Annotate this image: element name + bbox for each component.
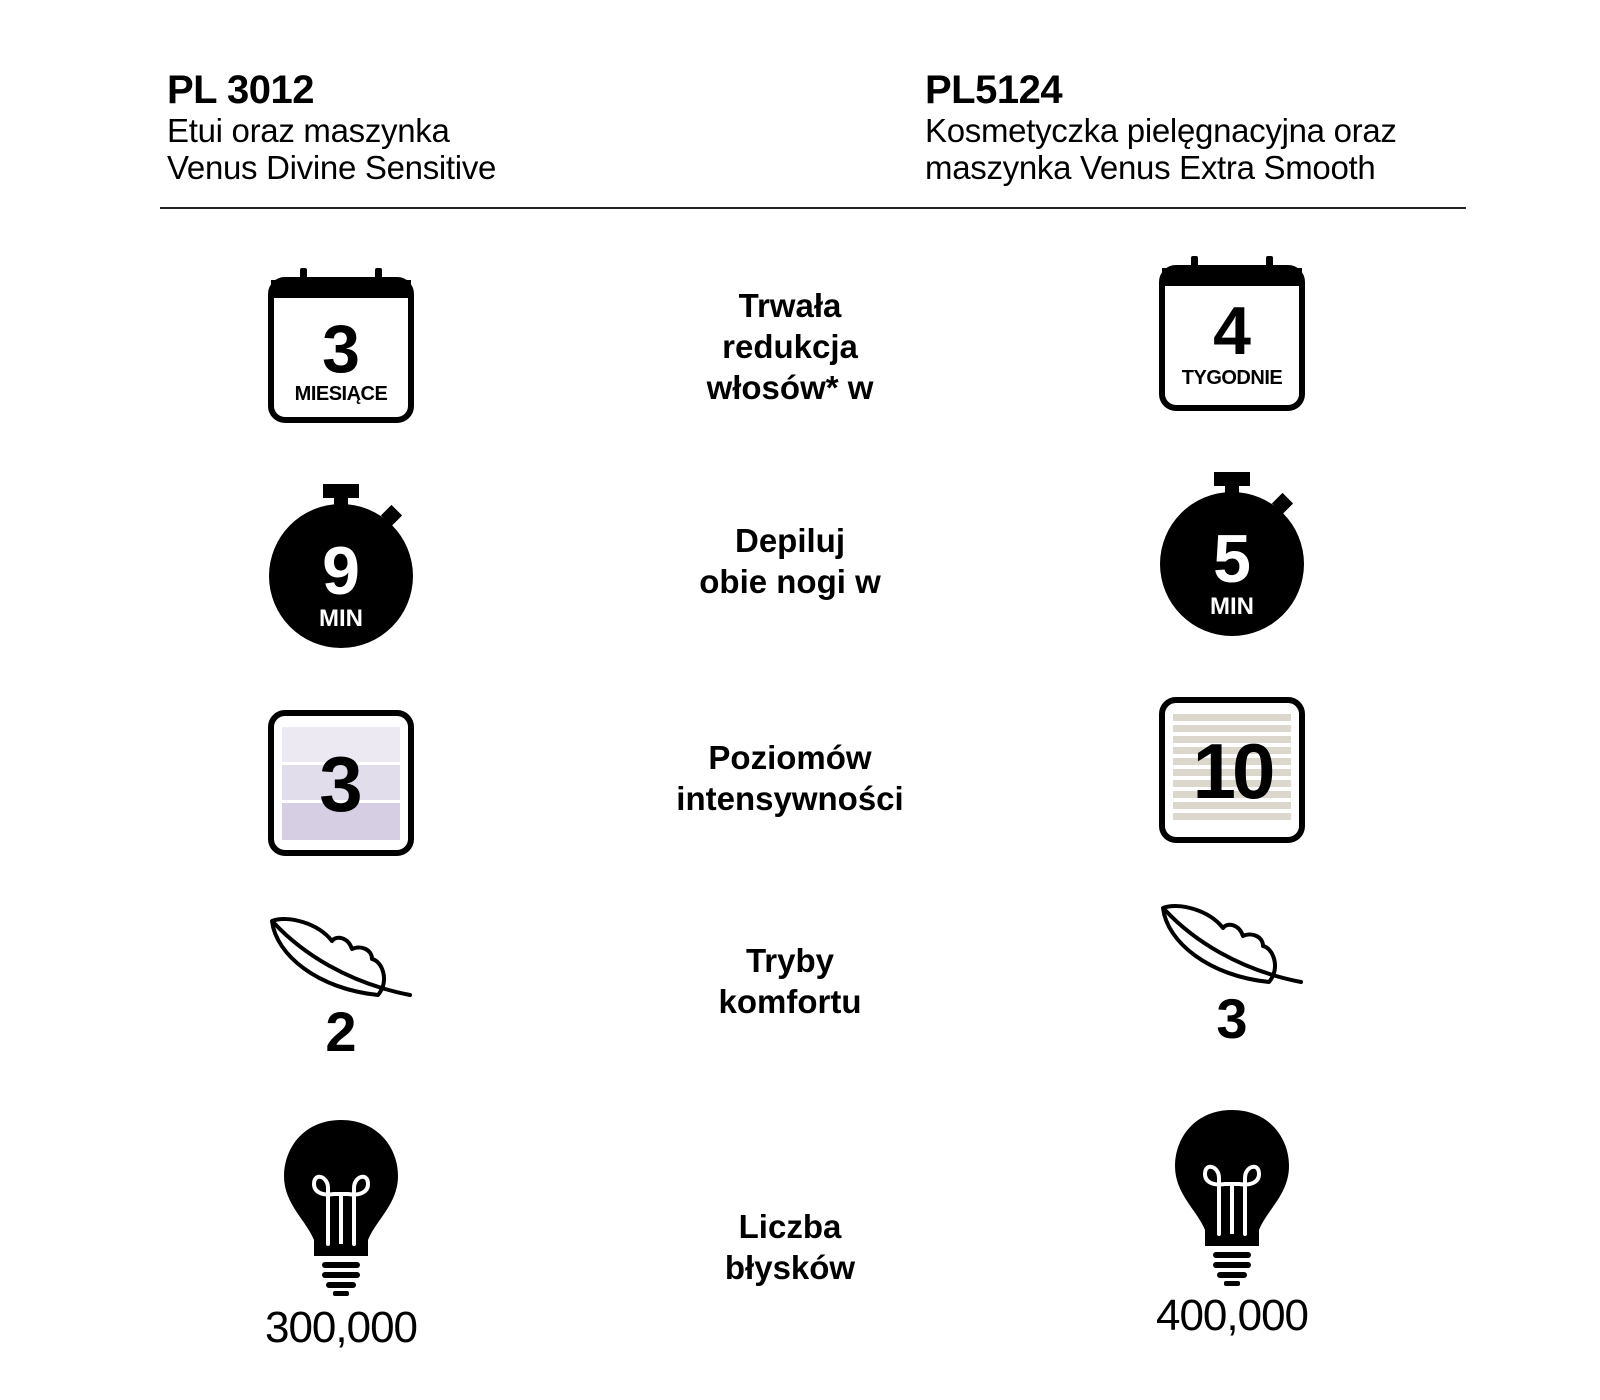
left-flashes-count: 300,000 [264,1303,418,1352]
right-hair-reduction-number: 4 [1213,293,1251,369]
right-product-code: PL5124 [925,68,1063,112]
right-intensity-levels-number: 10 [1192,727,1272,815]
left-product-description-line2: Venus Divine Sensitive [167,149,497,186]
left-legs-time-number: 9 [322,533,360,609]
right-feather-icon [1159,902,1305,992]
right-product-description-line1: Kosmetyczka pielęgnacyjna oraz [925,112,1397,149]
left-comfort-modes-number: 2 [325,1000,357,1063]
left-calendar-icon [268,268,414,424]
feature-label-comfort: Tryby komfortu [718,942,862,1020]
left-product-code: PL 3012 [167,68,314,112]
right-legs-time-unit: MIN [1210,593,1254,620]
feature-label-flashes: Liczba błysków [724,1208,856,1286]
left-product-description-line1: Etui oraz maszynka [167,112,450,149]
left-product-header [167,68,496,186]
left-lightbulb-icon [284,1120,398,1298]
left-intensity-levels-number: 3 [319,740,363,828]
feature-label-legs-time: Depiluj obie nogi w [699,522,881,600]
left-intensity-levels-icon [268,710,414,856]
right-hair-reduction-unit: TYGODNIE [1181,367,1283,389]
left-hair-reduction-number: 3 [322,311,360,387]
left-stopwatch-icon [268,484,414,648]
right-product-description-line2: maszynka Venus Extra Smooth [925,149,1376,186]
feature-label-intensity: Poziomów intensywności [676,739,904,817]
left-legs-time-unit: MIN [319,605,363,632]
right-legs-time-number: 5 [1213,521,1251,597]
header-divider [160,207,1466,209]
right-lightbulb-icon [1175,1110,1289,1288]
left-hair-reduction-unit: MIESIĄCE [294,383,388,405]
feature-label-hair-reduction: Trwała redukcja włosów* w [706,287,874,406]
right-product-header [925,68,1397,186]
right-intensity-levels-icon [1159,697,1305,843]
right-stopwatch-icon [1159,472,1305,636]
left-feather-icon [268,915,414,1005]
right-calendar-icon [1159,256,1305,412]
right-comfort-modes-number: 3 [1216,987,1248,1050]
right-flashes-count: 400,000 [1155,1291,1309,1340]
